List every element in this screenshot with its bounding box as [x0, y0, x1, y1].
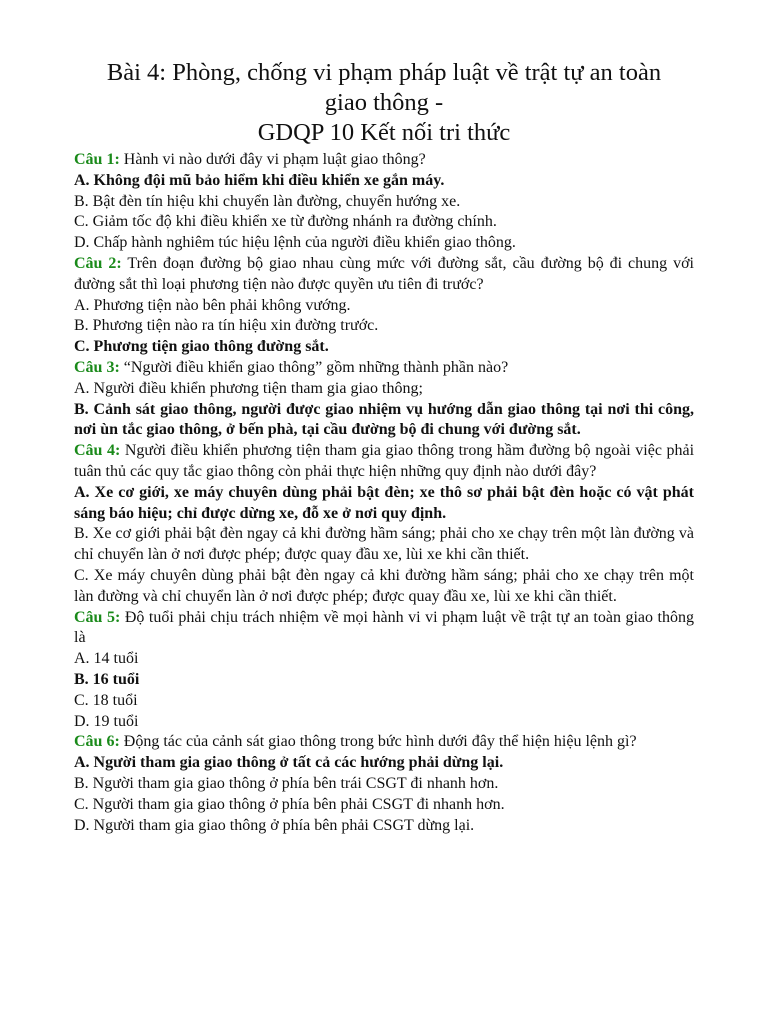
document-title — [74, 58, 694, 148]
answer-option: A. Người điều khiển phương tiện tham gia giao thông; — [74, 379, 423, 397]
answer-option: B. Người tham gia giao thông ở phía bên trái CSGT đi nhanh hơn. — [74, 774, 499, 792]
answer-option: A. Phương tiện nào bên phải không vướng. — [74, 296, 351, 314]
question-2 — [74, 254, 694, 296]
answer-option-correct: B. 16 tuổi — [74, 670, 140, 688]
question-text: Trên đoạn đường bộ giao nhau cùng mức với đường sắt, cầu đường bộ đi chung với đường sắt thì loại phương tiện nào được quyền ưu tiên đi trước? — [74, 254, 695, 293]
answer-option: A. 14 tuổi — [74, 650, 139, 668]
title-line-1: Bài 4: Phòng, chống vi phạm pháp luật về trật tự an toàn — [106, 59, 662, 86]
question-number: Câu 2: — [74, 254, 122, 272]
question-text: Hành vi nào dưới đây vi phạm luật giao thông? — [119, 151, 426, 168]
question-4 — [74, 441, 694, 483]
question-number: Câu 6: — [74, 733, 120, 751]
question-6 — [74, 732, 694, 753]
question-text: Động tác của cảnh sát giao thông trong bức hình dưới đây thể hiện hiệu lệnh gì? — [119, 733, 637, 751]
answer-option: C. Xe máy chuyên dùng phải bật đèn ngay cả khi đường hầm sáng; phải cho xe chạy trên một làn đường và chỉ chuyển làn ở nơi được phép; được quay đầu xe, lùi xe khi cần thiết. — [74, 566, 694, 605]
answer-option-correct: A. Người tham gia giao thông ở tất cả các hướng phải dừng lại. — [74, 754, 504, 772]
title-line-2: giao thông - — [324, 89, 444, 116]
answer-option-correct: B. Cảnh sát giao thông, người được giao nhiệm vụ hướng dẫn giao thông tại nơi thi công, nơi ùn tắc giao thông, ở bến phà, tại cầu đường bộ đi chung với đường sắt. — [74, 400, 694, 439]
answer-option: C. Giảm tốc độ khi điều khiển xe từ đường nhánh ra đường chính. — [74, 213, 497, 231]
answer-option: D. Người tham gia giao thông ở phía bên phải CSGT dừng lại. — [74, 816, 475, 834]
answer-option-correct: A. Không đội mũ bảo hiểm khi điều khiển xe gắn máy. — [74, 171, 445, 189]
question-text: Người điều khiển phương tiện tham gia giao thông trong hầm đường bộ ngoài việc phải tuân thủ các quy tắc giao thông còn phải thực hiện những quy định nào dưới đây? — [74, 442, 695, 480]
question-number: Câu 3: — [74, 358, 120, 376]
answer-option: D. Chấp hành nghiêm túc hiệu lệnh của người điều khiển giao thông. — [74, 234, 516, 252]
answer-option-correct: A. Xe cơ giới, xe máy chuyên dùng phải bật đèn; xe thô sơ phải bật đèn hoặc có vật phát sáng báo hiệu; chỉ được dừng xe, đỗ xe ở nơi quy định. — [74, 483, 694, 522]
question-number: Câu 1: — [74, 151, 120, 168]
answer-option: C. Người tham gia giao thông ở phía bên phải CSGT đi nhanh hơn. — [74, 795, 505, 813]
answer-option: B. Bật đèn tín hiệu khi chuyển làn đường, chuyển hướng xe. — [74, 192, 461, 210]
question-text: “Người điều khiển giao thông” gồm những thành phần nào? — [119, 358, 509, 376]
answer-option-correct: C. Phương tiện giao thông đường sắt. — [74, 338, 329, 356]
answer-option: C. 18 tuổi — [74, 691, 138, 709]
question-5 — [74, 608, 694, 650]
answer-option: D. 19 tuổi — [74, 712, 139, 730]
answer-option: B. Xe cơ giới phải bật đèn ngay cả khi đường hầm sáng; phải cho xe chạy trên một làn đường và chỉ chuyển làn ở nơi được phép; được quay đầu xe, lùi xe khi cần thiết. — [74, 525, 694, 564]
question-number: Câu 5: — [74, 608, 121, 626]
answer-option: B. Phương tiện nào ra tín hiệu xin đường trước. — [74, 317, 379, 335]
question-1 — [74, 150, 694, 171]
question-number: Câu 4: — [74, 442, 121, 460]
question-3 — [74, 358, 694, 379]
title-line-3: GDQP 10 Kết nối tri thức — [257, 119, 511, 146]
question-text: Độ tuổi phải chịu trách nhiệm về mọi hành vi vi phạm luật về trật tự an toàn giao thông là — [74, 608, 694, 647]
